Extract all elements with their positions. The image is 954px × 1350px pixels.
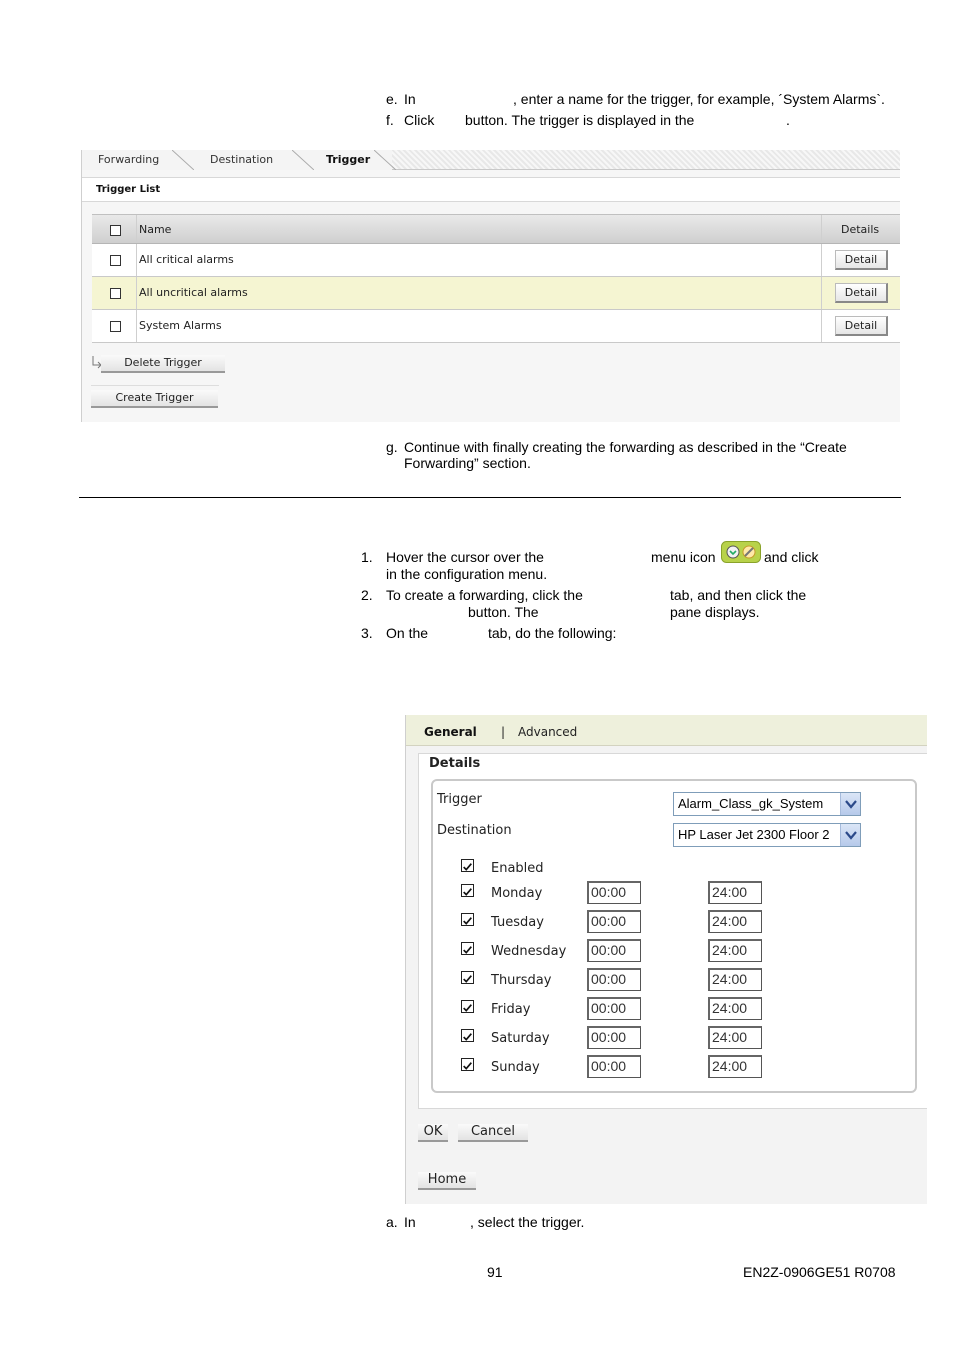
table-row[interactable] [92, 277, 900, 310]
instruction-a: a. In , select the trigger. [386, 1214, 585, 1230]
trigger-label: Trigger [437, 792, 482, 807]
row-checkbox[interactable] [110, 321, 121, 332]
trigger-name: All uncritical alarms [139, 286, 248, 299]
configuration-menu-icon [721, 541, 761, 563]
detail-button[interactable]: Detail [835, 250, 888, 270]
trigger-name: All critical alarms [139, 253, 234, 266]
from-time-input[interactable]: 00:00 [587, 968, 641, 991]
details-title: Details [429, 756, 481, 771]
day-checkbox[interactable] [461, 1029, 474, 1042]
table-row[interactable] [92, 244, 900, 277]
trigger-name: System Alarms [139, 319, 222, 332]
instruction-f: f. Click button. The trigger is displayed in the . [386, 112, 790, 128]
tab-general[interactable]: General [424, 725, 477, 739]
step-2: 2. To create a forwarding, click the tab, and then click the button. The pane displays. [361, 587, 807, 620]
forwarding-tabs [406, 715, 927, 746]
day-label: Friday [491, 1002, 531, 1017]
section-divider [79, 497, 901, 498]
tab-forwarding[interactable]: Forwarding [98, 153, 160, 166]
checkmark-icon [462, 1061, 473, 1072]
detail-button[interactable]: Detail [835, 316, 888, 336]
day-label: Sunday [491, 1060, 540, 1075]
tab-divider [292, 150, 314, 170]
checkmark-icon [462, 945, 473, 956]
from-time-input[interactable]: 00:00 [587, 939, 641, 962]
checkmark-icon [462, 887, 473, 898]
enabled-checkbox[interactable] [461, 859, 474, 872]
cancel-button[interactable]: Cancel [458, 1124, 528, 1142]
to-time-input[interactable]: 24:00 [708, 1026, 762, 1049]
checkmark-icon [462, 1003, 473, 1014]
from-time-input[interactable]: 00:00 [587, 997, 641, 1020]
details-panel [418, 753, 927, 1109]
column-details: Details [841, 223, 880, 236]
day-checkbox[interactable] [461, 884, 474, 897]
document-id: EN2Z-0906GE51 R0708 [743, 1264, 896, 1280]
enabled-label: Enabled [491, 861, 544, 876]
forwarding-details-screenshot [405, 715, 927, 1204]
chevron-down-icon[interactable] [840, 824, 860, 846]
day-label: Wednesday [491, 944, 567, 959]
from-time-input[interactable]: 00:00 [587, 1055, 641, 1078]
checkmark-icon [462, 862, 473, 873]
tab-separator: | [501, 725, 506, 739]
to-time-input[interactable]: 24:00 [708, 939, 762, 962]
destination-label: Destination [437, 823, 512, 838]
table-header [92, 214, 900, 244]
page-number: 91 [487, 1264, 503, 1280]
panel-header [82, 177, 900, 202]
tab-advanced[interactable]: Advanced [518, 725, 578, 739]
instruction-g: g. Continue with finally creating the forwarding as described in the “Create Forwarding” section. [386, 439, 847, 471]
tab-bar [82, 150, 900, 170]
to-time-input[interactable]: 24:00 [708, 1055, 762, 1078]
trigger-list-screenshot [81, 150, 900, 422]
checkmark-icon [462, 916, 473, 927]
column-name[interactable]: Name [139, 223, 172, 236]
detail-button[interactable]: Detail [835, 283, 888, 303]
day-checkbox[interactable] [461, 971, 474, 984]
to-time-input[interactable]: 24:00 [708, 968, 762, 991]
day-checkbox[interactable] [461, 913, 474, 926]
tab-divider [172, 150, 194, 170]
delete-trigger-button[interactable]: Delete Trigger [101, 355, 225, 373]
day-checkbox[interactable] [461, 1000, 474, 1013]
day-label: Tuesday [491, 915, 544, 930]
day-checkbox[interactable] [461, 942, 474, 955]
chevron-down-icon[interactable] [840, 793, 860, 815]
create-trigger-button[interactable]: Create Trigger [91, 390, 218, 408]
tab-divider [374, 150, 396, 170]
from-time-input[interactable]: 00:00 [587, 881, 641, 904]
checkmark-icon [462, 1032, 473, 1043]
destination-select[interactable]: HP Laser Jet 2300 Floor 2 [673, 823, 861, 847]
to-time-input[interactable]: 24:00 [708, 997, 762, 1020]
from-time-input[interactable]: 00:00 [587, 1026, 641, 1049]
step-3: 3. On the tab, do the following: [361, 625, 617, 641]
day-checkbox[interactable] [461, 1058, 474, 1071]
instruction-e: e. In , enter a name for the trigger, for example, ´System Alarms`. [386, 91, 885, 107]
row-checkbox[interactable] [110, 288, 121, 299]
trigger-table [92, 214, 900, 343]
ok-button[interactable]: OK [418, 1124, 448, 1142]
day-label: Thursday [491, 973, 552, 988]
trigger-select[interactable]: Alarm_Class_gk_System [673, 792, 861, 816]
panel-title: Trigger List [96, 184, 161, 195]
table-row[interactable] [92, 310, 900, 343]
checkmark-icon [462, 974, 473, 985]
from-time-input[interactable]: 00:00 [587, 910, 641, 933]
step-1: 1. Hover the cursor over the menu icon and click in the configuration menu. [361, 549, 881, 589]
to-time-input[interactable]: 24:00 [708, 881, 762, 904]
select-all-checkbox[interactable] [110, 225, 121, 236]
row-checkbox[interactable] [110, 255, 121, 266]
tab-destination[interactable]: Destination [210, 153, 274, 166]
tab-trigger[interactable]: Trigger [326, 153, 371, 166]
details-form [431, 779, 917, 1093]
to-time-input[interactable]: 24:00 [708, 910, 762, 933]
home-button[interactable]: Home [418, 1172, 476, 1190]
day-label: Monday [491, 886, 543, 901]
day-label: Saturday [491, 1031, 550, 1046]
